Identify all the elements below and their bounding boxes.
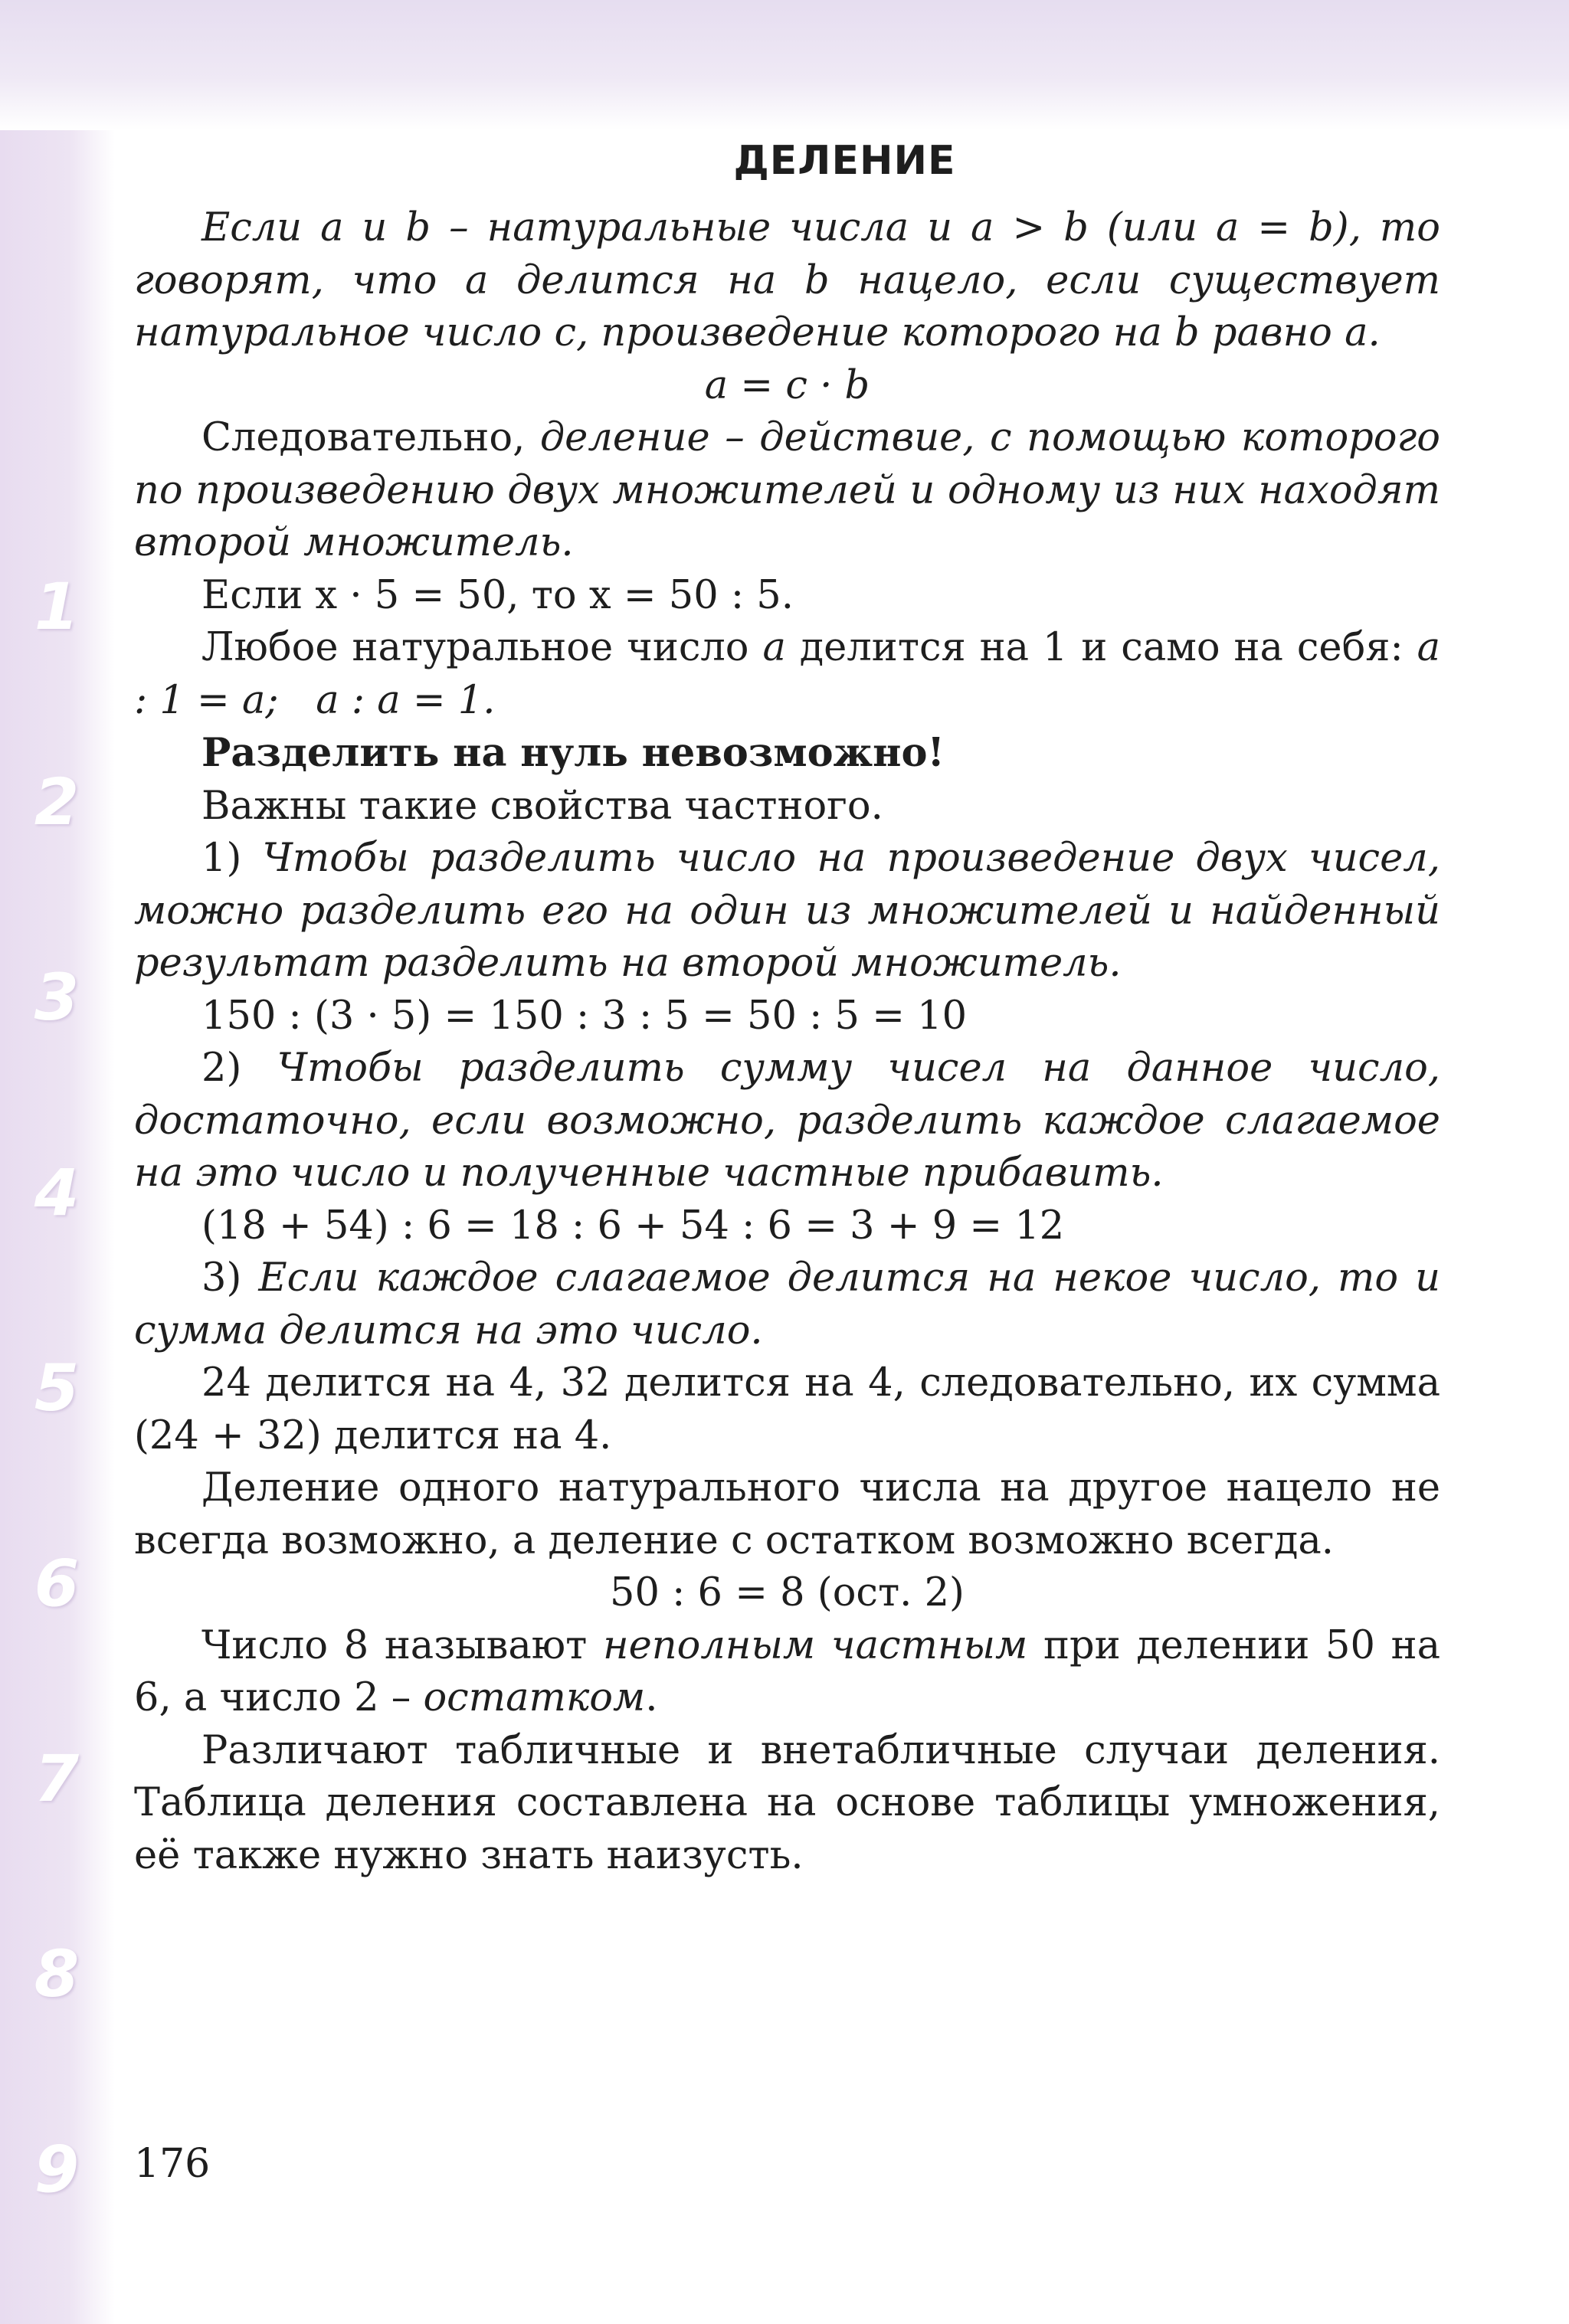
side-chapter-number: 1 [34,569,80,644]
zero-division-rule: Разделить на нуль невозможно! [201,730,945,776]
side-chapter-number: 5 [34,1350,80,1425]
page-number: 176 [134,2141,211,2187]
definition-divisible: Если a и b – натуральные числа и a > b (или a = b), то говорят, что a делится на b нацело, если существует натуральное число c, произведение которого на b равно a. [134,205,1440,355]
property-3-example: 24 делится на 4, 32 делится на 4, следовательно, их сумма (24 + 32) делится на 4. [134,1360,1440,1458]
side-chapter-number: 3 [34,960,80,1035]
formula-a-equals-cb: a = c · b [704,362,870,408]
top-band [0,0,1569,130]
properties-intro: Важны такие свойства частного. [201,783,883,829]
remainder-paragraph: Деление одного натурального числа на другое нацело не всегда возможно, а деление с остатком возможно всегда. [134,1465,1440,1563]
division-by-one-rule: Любое натуральное число a делится на 1 и само на себя: a : 1 = a; a : a = 1. [134,625,1440,723]
quotient-remainder-definition: Число 8 называют неполным частным при делении 50 на 6, а число 2 – остатком. [134,1622,1440,1720]
property-2: 2) Чтобы разделить сумму чисел на данное число, достаточно, если возможно, разделить каждое слагаемое на это число и полученные частные прибавить. [134,1046,1440,1196]
page-title: ДЕЛЕНИЕ [733,138,956,184]
side-chapter-number: 8 [34,1936,80,2011]
side-chapter-number: 6 [34,1546,80,1621]
side-chapter-number: 2 [34,764,80,840]
side-chapter-number: 9 [34,2132,80,2207]
chapter-side-strip [0,130,115,2324]
side-chapter-number: 4 [34,1155,80,1230]
division-table-paragraph: Различают табличные и внетабличные случаи деления. Таблица деления составлена на основе таблицы умножения, её также нужно знать наизусть. [134,1727,1440,1878]
remainder-example: 50 : 6 = 8 (ост. 2) [610,1570,965,1615]
side-chapter-number: 7 [34,1741,80,1816]
page-content [134,130,1440,1882]
example-equation: Если x · 5 = 50, то x = 50 : 5. [201,572,794,618]
definition-division: Следовательно, деление – действие, с помощью которого по произведению двух множителей и одному из них находят второй множитель. [134,415,1440,565]
property-3: 3) Если каждое слагаемое делится на некое число, то и сумма делится на это число. [134,1255,1440,1353]
property-1-example: 150 : (3 · 5) = 150 : 3 : 5 = 50 : 5 = 10 [201,993,968,1039]
property-2-example: (18 + 54) : 6 = 18 : 6 + 54 : 6 = 3 + 9 = 12 [201,1203,1065,1249]
property-1: 1) Чтобы разделить число на произведение двух чисел, можно разделить его на один из множителей и найденный результат разделить на второй множитель. [134,836,1440,986]
